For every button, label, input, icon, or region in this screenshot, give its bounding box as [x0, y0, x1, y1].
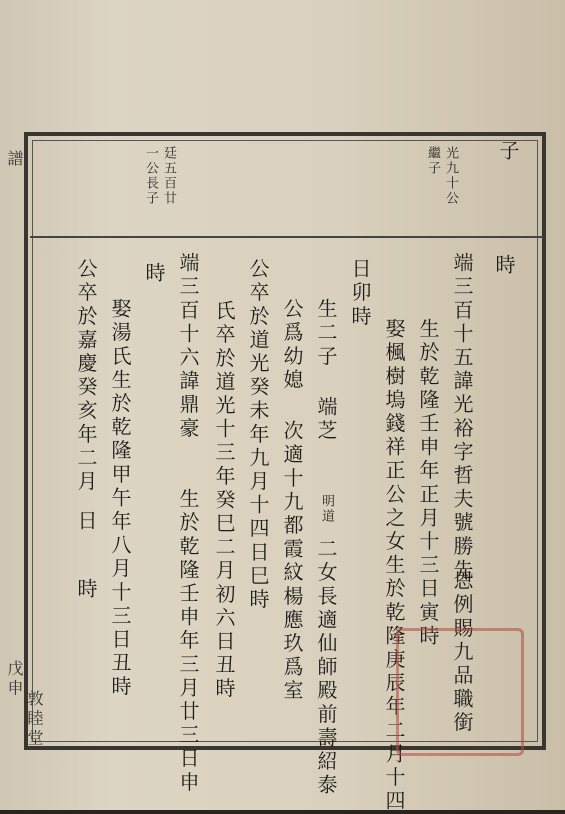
lower-col-20: 日 — [74, 510, 98, 534]
lower-col-1: 時 — [492, 254, 516, 278]
lower-col-8: 端芝 — [314, 396, 338, 444]
lower-col-15: 端三百十六諱鼎豪 — [176, 252, 200, 441]
lower-col-12: 次適十九都霞紋楊應玖爲室 — [280, 420, 304, 704]
lower-col-18: 娶湯氏生於乾隆甲午年八月十三日丑時 — [108, 298, 132, 700]
margin-title: 譜 — [5, 150, 24, 170]
library-seal-stamp — [396, 628, 524, 756]
lower-col-6: 日卯時 — [348, 258, 372, 329]
upper-col-1: 子 — [496, 140, 520, 164]
lower-col-3: 恩例賜九品職銜 — [450, 570, 474, 736]
lower-col-7: 生二子 — [314, 298, 338, 369]
margin-hall-name: 敦睦堂 — [25, 690, 44, 749]
margin-year: 戊申 — [5, 660, 24, 700]
lower-col-16: 生於乾隆壬申年三月廿三日申 — [176, 488, 200, 795]
lower-col-14: 氏卒於道光十三年癸巳二月初六日丑時 — [212, 300, 236, 702]
upper-col-2: 光九十公 — [443, 146, 458, 206]
lower-col-13: 公卒於道光癸未年九月十四日巳時 — [246, 258, 270, 612]
lower-col-4: 生於乾隆壬申年正月十三日寅時 — [416, 318, 440, 649]
lower-col-17: 時 — [142, 262, 166, 286]
lower-col-10: 二女長適仙師殿前壽紹泰 — [314, 538, 338, 798]
lower-col-9: 明道 — [319, 494, 334, 524]
lower-col-5: 娶楓樹塢錢祥正公之女生於乾隆庚辰年二月十四 — [382, 318, 406, 814]
upper-col-5: 一公長子 — [143, 146, 158, 206]
lower-col-19: 公卒於嘉慶癸亥年二月 — [74, 258, 98, 494]
upper-col-3: 繼子 — [425, 146, 440, 176]
upper-col-4: 廷五百廿 — [161, 146, 176, 206]
lower-col-11: 公爲幼媳 — [280, 298, 304, 393]
lower-col-21: 時 — [74, 578, 98, 602]
section-divider — [30, 236, 543, 238]
lower-col-2: 端三百十五諱光裕字哲夫號勝先 — [450, 252, 474, 583]
